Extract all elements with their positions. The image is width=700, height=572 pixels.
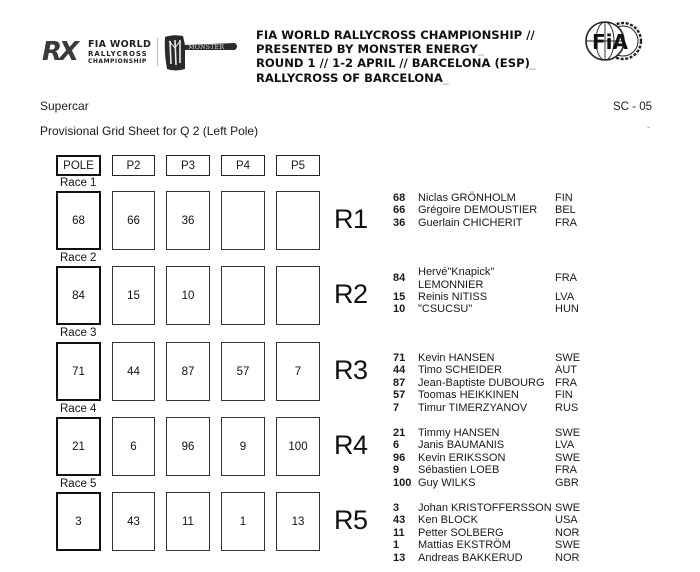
- race-code: R1: [334, 204, 368, 234]
- svg-text:MONSTER: MONSTER: [188, 43, 225, 51]
- rallycross-championship-logo: [42, 37, 152, 67]
- monster-claw-icon: [163, 33, 239, 73]
- driver-list-race-5: [393, 502, 595, 564]
- rx-logo-line-3: CHAMPIONSHIP: [88, 57, 147, 65]
- driver-row: 66 Grégoire DEMOUSTIER BEL: [393, 204, 576, 217]
- grid-slot-p2: 66: [112, 191, 155, 250]
- driver-list-race-4: [393, 427, 595, 489]
- grid-slot-p3: 96: [166, 417, 210, 476]
- driver-list-race-2: [393, 266, 595, 316]
- grid-slot-pole: 71: [56, 342, 101, 401]
- grid-slot-p3: 10: [166, 266, 210, 325]
- logo-divider: [157, 38, 158, 66]
- driver-row: 43 Ken BLOCK USA: [393, 514, 578, 527]
- driver-list-race-3: [393, 352, 595, 414]
- race-code: R2: [334, 279, 368, 309]
- event-title-line-3: ROUND 1 // 1-2 APRIL // BARCELONA (ESP): [256, 56, 530, 71]
- grid-slot-p3: 11: [166, 492, 210, 551]
- grid-slot-p5: [276, 191, 320, 250]
- position-header-p5: P5: [276, 155, 320, 176]
- grid-slot-p5: 13: [276, 492, 320, 551]
- driver-row: 87 Jean-Baptiste DUBOURG FRA: [393, 376, 577, 389]
- grid-slot-p2: 15: [112, 266, 155, 325]
- grid-slot-pole: 68: [56, 191, 101, 250]
- grid-slot-p4: [221, 191, 265, 250]
- rx-logo-line-1: FIA WORLD: [88, 38, 152, 50]
- driver-row: 100 Guy WILKS GBR: [393, 476, 579, 489]
- grid-slot-p4: [221, 266, 265, 325]
- position-header-p4: P4: [221, 155, 265, 176]
- driver-row: 9 Sébastien LOEB FRA: [393, 464, 577, 477]
- grid-slot-p2: 44: [112, 342, 155, 401]
- driver-row: 44 Timo SCHEIDER AUT: [393, 364, 577, 377]
- grid-slot-p5: 7: [276, 342, 320, 401]
- rx-logo-mark: RX: [42, 37, 77, 67]
- race-label: Race 1: [60, 177, 97, 189]
- grid-slot-p3: 36: [166, 191, 210, 250]
- fia-logo: [583, 20, 645, 62]
- driver-row: 57 Toomas HEIKKINEN FIN: [393, 389, 573, 402]
- driver-row: 71 Kevin HANSEN SWE: [393, 352, 581, 364]
- event-title-line-4: RALLYCROSS OF BARCELONA: [256, 70, 443, 85]
- document-code-sub: -: [647, 122, 650, 132]
- race-label: Race 2: [60, 252, 97, 264]
- race-label: Race 5: [60, 478, 97, 490]
- grid-slot-pole: 84: [56, 266, 101, 325]
- grid-slot-p3: 87: [166, 342, 210, 401]
- driver-row: 68 Niclas GRÖNHOLM FIN: [393, 192, 573, 204]
- driver-row: 6 Janis BAUMANIS LVA: [393, 439, 575, 452]
- driver-row: 84 Hervé"Knapick" LEMONNIER FRA: [393, 266, 577, 291]
- driver-list-race-1: [393, 192, 595, 229]
- driver-row: 36 Guerlain CHICHERIT FRA: [393, 216, 577, 229]
- document-code: SC - 05: [613, 101, 652, 113]
- grid-slot-p2: 6: [112, 417, 155, 476]
- vehicle-category: Supercar: [40, 99, 89, 113]
- rx-logo-line-2: RALLYCROSS: [88, 49, 148, 58]
- grid-slot-p4: 57: [221, 342, 265, 401]
- driver-row: 15 Reinis NITISS LVA: [393, 291, 575, 303]
- fia-globe-gear-icon: [583, 20, 645, 62]
- position-header-p2: P2: [112, 155, 155, 176]
- driver-row: 13 Andreas BAKKERUD NOR: [393, 551, 580, 564]
- race-code: R4: [334, 430, 368, 460]
- race-label: Race 3: [60, 327, 97, 339]
- grid-slot-p5: [276, 266, 320, 325]
- event-title-line-2: PRESENTED BY MONSTER ENERGY: [256, 42, 478, 57]
- grid-slot-p4: 1: [221, 492, 265, 551]
- race-code: R3: [334, 355, 368, 385]
- sheet-subtitle: Provisional Grid Sheet for Q 2 (Left Pole): [40, 124, 259, 138]
- event-title-line-1: FIA WORLD RALLYCROSS CHAMPIONSHIP //: [256, 28, 535, 42]
- position-header-pole: POLE: [56, 155, 101, 176]
- grid-slot-p5: 100: [276, 417, 320, 476]
- svg-text:FiA: FiA: [592, 30, 628, 54]
- race-code: R5: [334, 505, 368, 535]
- grid-slot-pole: 21: [56, 417, 101, 476]
- race-label: Race 4: [60, 403, 97, 415]
- driver-row: 21 Timmy HANSEN SWE: [393, 427, 581, 439]
- driver-row: 96 Kevin ERIKSSON SWE: [393, 451, 581, 464]
- grid-slot-p4: 9: [221, 417, 265, 476]
- monster-energy-logo: [163, 33, 239, 73]
- grid-slot-pole: 3: [56, 492, 101, 551]
- driver-row: 1 Mattias EKSTRÖM SWE: [393, 539, 581, 552]
- driver-row: 3 Johan KRISTOFFERSSON SWE: [393, 502, 581, 514]
- grid-slot-p2: 43: [112, 492, 155, 551]
- position-header-p3: P3: [166, 155, 210, 176]
- rx-logo-text: [88, 40, 151, 65]
- driver-row: 11 Petter SOLBERG NOR: [393, 526, 580, 539]
- event-title: FIA WORLD RALLYCROSS CHAMPIONSHIP // PRESENTED BY MONSTER ENERGY_ ROUND 1 // 1-2 APRIL // BARCELONA (ESP)_ RALLYCROSS OF BARCELONA_: [256, 28, 536, 85]
- driver-row: 7 Timur TIMERZYANOV RUS: [393, 401, 579, 414]
- driver-row: 10 "CSUCSU" HUN: [393, 303, 579, 316]
